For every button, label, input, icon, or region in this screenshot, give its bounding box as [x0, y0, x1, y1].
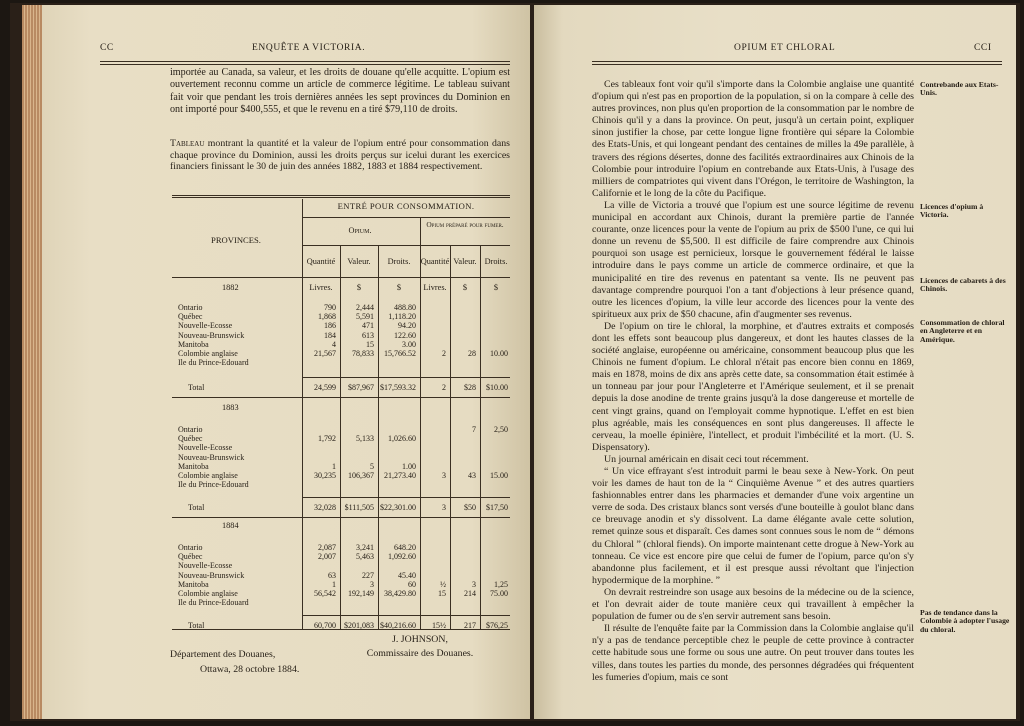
province-label: Québec: [178, 552, 203, 562]
year-label: 1882: [222, 283, 239, 292]
signature-name: J. JOHNSON,: [392, 634, 448, 645]
header-rule: [100, 64, 510, 65]
table-cell: 78,833: [352, 349, 374, 358]
table-cell: 5,591: [356, 312, 374, 322]
sidenote-opium-licences: Licences d'opium à Victoria.: [920, 202, 984, 220]
total-cell: $50: [464, 503, 476, 513]
total-label: Total: [188, 383, 205, 393]
table-cell: 3,241: [356, 543, 374, 552]
total-label: Total: [188, 503, 205, 513]
table-cell: 1.00: [402, 461, 416, 471]
table-cell: 1,868: [318, 312, 336, 322]
paragraph: Un journal américain en disait ceci tout récemment.: [604, 453, 809, 465]
total-cell: 3: [442, 503, 446, 513]
paragraph: Il résulte de l'enquête faite par la Commission dans la Colombie anglaise qu'il n'y a pas de tendance perceptible chez le peuple de cette province à contracter cette habitude sous une forme ou sous une autre. On peut trouver dans toutes les villes, dans toutes les parties du monde, des personnes dégradées qui fréquentent les fumeries d'opium, mais ce sont: [592, 623, 914, 683]
table-cell: 5,133: [356, 434, 374, 444]
table-cell: 21,567: [314, 349, 336, 358]
left-page: [42, 5, 530, 719]
province-label: Nouveau-Brunswick: [178, 330, 245, 340]
column-header: Droits.: [484, 257, 508, 266]
table-cell: 106,367: [348, 471, 374, 480]
header-rule: [100, 61, 510, 62]
total-cell: 24,599: [314, 383, 336, 393]
table-cell: 15.00: [490, 471, 508, 480]
table-cell: 648.20: [394, 543, 416, 552]
year-label: 1883: [222, 403, 239, 412]
table-cell: 15: [438, 589, 446, 598]
province-label: Manitoba: [178, 579, 209, 589]
total-label: Total: [188, 621, 205, 631]
column-header: Valeur.: [453, 257, 477, 266]
table-cell: 63: [328, 570, 336, 580]
table-cell: 21,273.40: [384, 471, 416, 480]
column-header: Quantité: [420, 257, 450, 266]
province-label: Nouveau-Brunswick: [178, 452, 245, 462]
total-cell: $22,301.00: [380, 503, 416, 513]
table-cell: 1,026.60: [388, 434, 416, 444]
column-header: Valeur.: [347, 257, 371, 266]
total-cell: $17,50: [486, 503, 508, 513]
paragraph: La ville de Victoria a trouvé que l'opium est une source légitime de revenu municipal en accordant aux Chinois, durant la première partie de l'année courante, onze licences pour la vente de l'opium au prix de $500 l'une, ce qui lui donne un revenu de $5,500. Il est difficile de faire comprendre aux Chinois pourquoi son usage est pernicieux, lorsque le gouvernement fédéral le laisse introduire dans le pays comme un article de commerce ordinaire, et que la municipalité en tire des revenus en patentant sa vente. Ils ne peuvent pas davantage comprendre pourquoi l'on a tant d'objections à leur présence quand, outre les licences d'opium, la ville leur accorde des licences pour la vente des spiritueux aux prix de $50 chacune, afin d'augmenter ses revenus.: [592, 199, 914, 320]
province-label: Colombie anglaise: [178, 589, 238, 598]
total-cell: 32,028: [314, 503, 336, 513]
table-cell: 471: [362, 321, 374, 331]
table-cell: 2,444: [356, 303, 374, 312]
table-cell: 3: [370, 579, 374, 589]
province-label: Ile du Prince-Edouard: [178, 358, 249, 368]
left-running-head: ENQUÊTE A VICTORIA.: [252, 43, 366, 53]
left-page-number: CC: [100, 43, 114, 53]
province-label: Colombie anglaise: [178, 349, 238, 358]
table-cell: 1,792: [318, 434, 336, 444]
table-cell: 28: [468, 349, 476, 358]
province-label: Québec: [178, 434, 203, 444]
table-cell: 1: [332, 579, 336, 589]
table-cell: 214: [464, 589, 476, 598]
sidenote-chloral: Consommation de chloral en Angleterre et en Amérique.: [920, 318, 1005, 344]
book-spread: [10, 3, 1020, 721]
province-label: Nouvelle-Ecosse: [178, 443, 233, 453]
total-cell: $111,505: [344, 503, 374, 513]
table-cell: 94.20: [398, 321, 416, 331]
column-header: Quantité: [306, 257, 336, 266]
province-label: Ile du Prince-Edouard: [178, 598, 249, 608]
header-opium: Opium.: [348, 226, 372, 235]
table-cell: 10.00: [490, 349, 508, 358]
header-provinces: PROVINCES.: [211, 235, 261, 245]
province-label: Manitoba: [178, 461, 209, 471]
right-running-head: OPIUM ET CHLORAL: [734, 43, 836, 53]
table-cell: 4: [332, 339, 336, 349]
body-text: [592, 79, 914, 684]
unit-label: $: [493, 283, 499, 292]
table-cell: 186: [324, 321, 336, 331]
column-header: Droits.: [387, 257, 411, 266]
province-label: Ontario: [178, 425, 203, 434]
table-cell: 1,118.20: [388, 312, 416, 322]
table-caption: [170, 138, 510, 173]
table-cell: 2,087: [318, 543, 336, 552]
header-rule: [592, 64, 1002, 65]
province-label: Ontario: [178, 303, 203, 312]
table-cell: 5,463: [356, 552, 374, 562]
table-cell: 15,766.52: [384, 349, 416, 358]
table-cell: 1: [332, 461, 336, 471]
table-cell: 488.80: [394, 303, 416, 312]
right-page-number: CCI: [974, 43, 992, 53]
right-page: [534, 5, 1016, 719]
table-cell: 2,007: [318, 552, 336, 562]
province-label: Nouvelle-Ecosse: [178, 561, 233, 571]
table-cell: 227: [362, 570, 374, 580]
unit-label: $: [396, 283, 402, 292]
province-label: Manitoba: [178, 339, 209, 349]
paragraph: Ces tableaux font voir qu'il s'importe dans la Colombie anglaise une quantité d'opium qui n'est pas en proportion de la population, si on la compare à celle des autres provinces, non plus qu'en proportion de la consommation par le nombre de Chinois qu'il y a dans la province. On peut, jusqu'à un certain point, expliquer sinon justifier la chose, par cette longue ligne frontière qui sépare la Colombie des Etats-Unis, et qui longeant pendant des centaines de milles la 49e parallèle, à travers des régions désertes, donne des facilités extraordinaires aux Chinois de la Colombie pour introduire l'opium en contrebande aux Etats-Unis, à l'usage des milliers de compatriotes qui vivent dans l'Orégon, le territoire de Washington, la Californie et le long de la côte du Pacifique.: [592, 79, 914, 199]
table-cell: 184: [324, 330, 336, 340]
total-cell: $10.00: [486, 383, 508, 393]
province-label: Nouveau-Brunswick: [178, 570, 245, 580]
table-cell: 15: [366, 339, 374, 349]
signature-title: Commissaire des Douanes.: [366, 648, 474, 659]
table-cell: 1,25: [494, 579, 508, 589]
table-cell: 613: [362, 330, 374, 340]
total-cell: $17,593.32: [380, 383, 416, 393]
table-cell: 192,149: [348, 589, 374, 598]
total-cell: 15½: [432, 621, 446, 631]
caption-text: montrant la quantité et la valeur de l'opium entré pour consommation dans chaque province du Dominion, aussi les droits perçus sur icelui durant les exercices financiers finissant le 30 de juin des années 1882, 1883 et 1884 respectivement.: [170, 138, 510, 173]
total-cell: 60,700: [314, 621, 336, 631]
total-cell: $201,083: [344, 621, 374, 631]
table-cell: 56,542: [314, 589, 336, 598]
sidenote-no-tendency: Pas de tendance dans la Colombie à adopter l'usage du chloral.: [920, 608, 1010, 634]
year-label: 1884: [222, 521, 239, 530]
intro-paragraph: [170, 67, 510, 116]
total-cell: 2: [442, 383, 446, 393]
table-cell: 790: [324, 303, 336, 312]
table-cell: 3: [472, 579, 476, 589]
table-cell: 45.40: [398, 570, 416, 580]
table-cell: 43: [468, 471, 476, 480]
table-cell: 38,429.80: [384, 589, 416, 598]
total-cell: $28: [464, 383, 476, 393]
header-entered: ENTRÉ POUR CONSOMMATION.: [337, 201, 475, 211]
paragraph: De l'opium on tire le chloral, la morphine, et d'autres extraits et composés dont les effets sont beaucoup plus dangereux, et dont les hautes classes de la société anglaise, européenne ou américaine, consomment beaucoup plus que les Chinois ne fument d'opium. Le chloral n'était pas encore bien connu en 1869, mais en 1878, moins de dix ans après cette date, sa consommation était estimée à un tonneau par jour pour l'Angleterre et l'Amérique seulement, et il se prenait depuis la dose anodine de trente grains jusqu'à la dose dangereuse et mortelle de cent vingt grains, quand on l'employait comme hypnotique. L'effet en est bien plus agréable, mais les conséquences en sont plus dangereuses. Il affecte le cerveau, la moelle épinière, l'intellect, et produit l'imbécilité et la mort. (U. S. Dispensatory).: [592, 320, 914, 453]
sidenote-tavern-licences: Licences de cabarets à des Chinois.: [920, 276, 1006, 294]
table-cell: 60: [408, 579, 416, 589]
table-cell: 1,092.60: [388, 552, 416, 562]
page-edges: [22, 5, 42, 719]
province-label: Nouvelle-Ecosse: [178, 321, 233, 331]
caption-lead: Tableau: [170, 138, 205, 149]
paragraph: On devrait restreindre son usage aux besoins de la médecine ou de la science, et l'on devrait aider de toute manière ceux qui travaillent à empêcher la population de fumer ou de s'en servir autrement sans besoin.: [592, 586, 914, 623]
table-cell: 5: [370, 461, 374, 471]
place-date: Ottawa, 28 octobre 1884.: [200, 664, 300, 675]
header-rule: [592, 61, 1002, 62]
sidenote-contraband: Contrebande aux Etats-Unis.: [920, 80, 999, 98]
unit-label: $: [462, 283, 468, 292]
table-cell: 122.60: [394, 330, 416, 340]
header-prepared-opium: Opium préparé pour fumer.: [426, 220, 504, 229]
table-cell: 7: [472, 425, 476, 434]
total-cell: $76,25: [486, 621, 508, 631]
table-cell: 2: [442, 349, 446, 358]
intro-text: importée au Canada, sa valeur, et les droits de douane qu'elle acquitte. L'opium est ouvertement reconnu comme un article de commerce légitime. Le tableau suivant fait voir que pendant les trois dernières années les sept provinces du Dominion en ont importé pour $400,555, et que le revenu en a tiré $79,110 de droits.: [170, 67, 510, 115]
province-label: Ile du Prince-Edouard: [178, 480, 249, 490]
total-cell: $40,216.60: [380, 621, 416, 631]
department: Département des Douanes,: [170, 649, 276, 660]
quotation: “ Un vice effrayant s'est introduit parmi le beau sexe à New-York. On peut voir les dames de haut ton de la “ Cinquième Avenue ” et des autres quartiers fashionnables entrer dans les pharmacies et demander d'une voix argentine un verre de soda. Des cristaux blancs sont versés d'une bouteille à goulot blanc dans ce breuvage anodin et s'y dissolvent. La dame élégante avale cette solution, remet quinze sous et disparaît. Ces dames sont connues sous le nom de “ démons du Chloral ” (chloral fiends). On importe maintenant cette drogue à New-York au tonneau. Ce vice est encore pire que celui de fumer de l'opium, parce qu'on s'y abandonne plus facilement, et il est presque aussi révoltant que l'injection hypodermique de la morphine. ”: [592, 466, 914, 586]
total-cell: 217: [464, 621, 476, 631]
unit-label: Livres.: [309, 283, 333, 292]
province-label: Colombie anglaise: [178, 471, 238, 480]
unit-label: $: [356, 283, 362, 292]
table-cell: 2,50: [494, 425, 508, 434]
province-label: Ontario: [178, 543, 203, 552]
unit-label: Livres.: [423, 283, 447, 292]
table-cell: 30,235: [314, 471, 336, 480]
table-cell: 3.00: [402, 339, 416, 349]
table-cell: ½: [440, 579, 446, 589]
province-label: Québec: [178, 312, 203, 322]
import-table: [172, 195, 510, 631]
table-cell: 3: [442, 471, 446, 480]
total-cell: $87,967: [348, 383, 374, 393]
table-cell: 75.00: [490, 589, 508, 598]
